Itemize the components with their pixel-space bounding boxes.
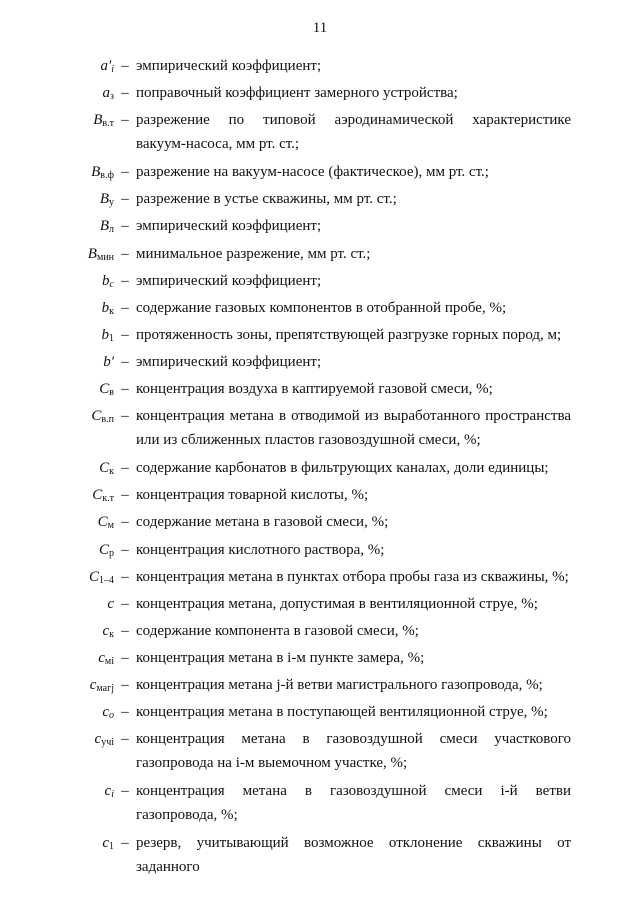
- symbol-subscript: р: [109, 547, 114, 559]
- definition-symbol: [0, 619, 118, 643]
- definition-line: разрежение на вакуум-насосе (фактическое), мм рт. ст.;: [136, 164, 489, 181]
- definition-row: [0, 592, 640, 616]
- symbol-subscript: в.т: [102, 118, 114, 130]
- symbol-base: c: [102, 622, 110, 639]
- symbol-subscript: 1: [109, 332, 114, 344]
- definition-symbol: [0, 214, 118, 238]
- definition-line: поправочный коэффициент замерного устройства;: [136, 85, 458, 102]
- symbol-base: B: [91, 164, 101, 181]
- definition-line: минимальное разрежение, мм рт. ст.;: [136, 245, 371, 262]
- definition-dash: –: [121, 408, 129, 425]
- definition-row: [0, 296, 640, 320]
- symbol-subscript: o: [109, 710, 114, 722]
- definition-row: [0, 160, 640, 184]
- definition-line: концентрация товарной кислоты, %;: [136, 487, 369, 504]
- definition-line: концентрация метана j-й ветви магистрального газопровода, %;: [136, 676, 543, 693]
- definition-text: [132, 483, 571, 507]
- definition-row: [0, 269, 640, 293]
- definition-text: [132, 187, 571, 211]
- symbol-subscript: л: [109, 224, 114, 236]
- definition-line-continued: вакуум-насоса, мм рт. ст.;: [136, 136, 300, 153]
- definition-symbol: [0, 54, 118, 78]
- definition-text: [132, 214, 571, 238]
- symbol-base: b: [101, 299, 110, 316]
- symbol-base: a′: [100, 58, 112, 74]
- definition-dash: –: [121, 112, 129, 129]
- definition-symbol: [0, 187, 118, 211]
- definition-symbol: [0, 377, 118, 401]
- definition-row: [0, 242, 640, 266]
- definition-row: [0, 538, 640, 562]
- symbol-subscript: магj: [96, 682, 114, 694]
- definition-symbol: [0, 81, 118, 105]
- definition-line: эмпирический коэффициент;: [136, 272, 322, 289]
- definition-line: концентрация метана в поступающей вентиляционной струе, %;: [136, 704, 548, 721]
- definition-dash: –: [121, 595, 129, 612]
- symbol-subscript: i: [111, 789, 114, 801]
- definition-text: [132, 296, 571, 320]
- definition-dash: –: [121, 272, 129, 289]
- definition-symbol: [0, 350, 118, 374]
- symbol-base: b: [101, 326, 109, 343]
- definition-symbol: [0, 323, 118, 347]
- symbol-base: c: [102, 704, 109, 721]
- definition-symbol: [0, 565, 118, 589]
- definition-dash: –: [121, 541, 129, 558]
- symbol-base: b′: [103, 353, 114, 370]
- definition-symbol: [0, 483, 118, 507]
- definition-symbol: [0, 592, 118, 616]
- symbol-subscript: к: [109, 466, 114, 478]
- definition-line: концентрация метана в пунктах отбора пробы газа из скважины, %;: [136, 568, 569, 585]
- definition-dash: –: [121, 487, 129, 504]
- definition-symbol: [0, 404, 118, 428]
- definition-text: [132, 377, 571, 401]
- definition-dash: –: [121, 622, 129, 639]
- definition-dash: –: [121, 381, 129, 398]
- definition-symbol: [0, 538, 118, 562]
- definition-line: концентрация воздуха в каптируемой газовой смеси, %;: [136, 381, 493, 398]
- symbol-subscript: к: [109, 628, 114, 640]
- definition-dash: –: [121, 58, 129, 74]
- definition-row: [0, 831, 640, 876]
- definition-dash: –: [121, 568, 129, 585]
- symbol-subscript: к.т: [102, 493, 114, 505]
- definition-text: [132, 456, 571, 480]
- definition-symbol: [0, 646, 118, 670]
- definition-row: [0, 456, 640, 480]
- symbol-subscript: мi: [104, 655, 114, 667]
- definition-row: [0, 779, 640, 828]
- definition-dash: –: [121, 460, 129, 477]
- definition-dash: –: [121, 731, 129, 748]
- symbol-subscript: у: [109, 197, 114, 209]
- definition-text: [132, 242, 571, 266]
- definition-dash: –: [121, 164, 129, 181]
- definition-symbol: [0, 456, 118, 480]
- definition-text: [132, 646, 571, 670]
- definition-row: [0, 510, 640, 534]
- definition-row: [0, 350, 640, 374]
- definition-row: [0, 700, 640, 724]
- definition-row: [0, 108, 640, 157]
- symbol-base: c: [104, 783, 112, 800]
- definition-line-continued: газопровода, %;: [136, 807, 238, 824]
- symbol-subscript: м: [107, 520, 114, 532]
- definition-dash: –: [121, 353, 129, 370]
- definition-text: [132, 404, 571, 452]
- definition-line: эмпирический коэффициент;: [136, 353, 322, 370]
- symbol-base: c: [94, 731, 102, 748]
- symbol-subscript: к: [109, 305, 114, 317]
- definition-line: протяженность зоны, препятствующей разгрузке горных пород, м;: [136, 326, 562, 343]
- definition-dash: –: [121, 299, 129, 316]
- symbol-base: C: [97, 514, 108, 531]
- definition-row: [0, 377, 640, 401]
- symbol-base: C: [91, 408, 102, 425]
- symbol-subscript: 1–4: [99, 574, 114, 586]
- definition-row: [0, 727, 640, 776]
- definition-row: [0, 323, 640, 347]
- definition-line: разрежение в устье скважины, мм рт. ст.;: [136, 191, 397, 208]
- symbol-base: c: [102, 835, 109, 852]
- definition-row: [0, 673, 640, 697]
- definition-line: концентрация кислотного раствора, %;: [136, 541, 385, 558]
- symbol-base: B: [99, 218, 109, 235]
- symbol-base: b: [102, 272, 110, 289]
- definition-line: содержание метана в газовой смеси, %;: [136, 514, 389, 531]
- definition-symbol: [0, 269, 118, 293]
- symbol-subscript: в: [109, 387, 114, 399]
- definition-row: [0, 646, 640, 670]
- definitions-list: [0, 54, 640, 876]
- definition-text: [132, 108, 571, 156]
- symbol-base: C: [92, 487, 103, 504]
- definition-text: [132, 81, 571, 105]
- definition-line: эмпирический коэффициент;: [136, 218, 322, 235]
- definition-line: концентрация метана в газовоздушной смеси участкового: [136, 731, 571, 748]
- definition-line: содержание газовых компонентов в отобранной пробе, %;: [136, 299, 507, 316]
- definition-dash: –: [121, 245, 129, 262]
- definition-dash: –: [121, 676, 129, 693]
- definition-text: [132, 510, 571, 534]
- symbol-base: C: [99, 381, 110, 398]
- definition-dash: –: [121, 704, 129, 721]
- definition-text: [132, 700, 571, 724]
- symbol-subscript: мин: [96, 251, 114, 263]
- definition-text: [132, 619, 571, 643]
- definition-symbol: [0, 296, 118, 320]
- definition-row: [0, 619, 640, 643]
- definition-row: [0, 214, 640, 238]
- definition-symbol: [0, 727, 118, 751]
- definition-symbol: [0, 108, 118, 132]
- definition-dash: –: [121, 649, 129, 666]
- definition-symbol: [0, 160, 118, 184]
- definition-text: [132, 269, 571, 293]
- definition-symbol: [0, 242, 118, 266]
- definition-dash: –: [121, 85, 129, 102]
- definition-row: [0, 187, 640, 211]
- definition-text: [132, 779, 571, 827]
- definition-row: [0, 483, 640, 507]
- definition-text: [132, 592, 571, 616]
- definition-line: эмпирический коэффициент;: [136, 58, 322, 74]
- symbol-base: a: [102, 85, 111, 102]
- symbol-base: B: [87, 245, 97, 262]
- definition-symbol: [0, 700, 118, 724]
- symbol-base: c: [98, 649, 105, 666]
- definition-symbol: [0, 673, 118, 697]
- definition-row: [0, 565, 640, 589]
- definition-symbol: [0, 779, 118, 803]
- definition-symbol: [0, 831, 118, 855]
- symbol-base: B: [99, 191, 109, 208]
- definition-text: [132, 160, 571, 184]
- symbol-subscript: з: [110, 91, 114, 103]
- symbol-subscript: учi: [101, 737, 114, 749]
- definition-row: [0, 404, 640, 453]
- symbol-base: c: [89, 676, 97, 693]
- definition-text: [132, 565, 571, 589]
- symbol-base: c: [107, 595, 114, 612]
- symbol-subscript: в.п: [101, 414, 114, 426]
- definition-line-continued: или из сближенных пластов газовоздушной смеси, %;: [136, 432, 481, 449]
- definition-line: концентрация метана в газовоздушной смеси i-й ветви: [136, 783, 571, 800]
- definition-text: [132, 831, 571, 879]
- definition-text: [132, 323, 571, 347]
- definition-dash: –: [121, 835, 129, 852]
- definition-text: [132, 673, 571, 697]
- definition-text: [132, 350, 571, 374]
- definition-line: концентрация метана, допустимая в вентиляционной струе, %;: [136, 595, 538, 612]
- definition-symbol: [0, 510, 118, 534]
- symbol-subscript: c: [109, 278, 114, 290]
- definition-dash: –: [121, 218, 129, 235]
- symbol-base: C: [98, 541, 109, 558]
- symbol-base: C: [99, 460, 110, 477]
- symbol-subscript: в.ф: [100, 170, 114, 182]
- definition-text: [132, 727, 571, 775]
- definition-line: содержание компонента в газовой смеси, %;: [136, 622, 419, 639]
- symbol-base: B: [93, 112, 103, 129]
- symbol-subscript: 1: [109, 841, 114, 853]
- definition-dash: –: [121, 326, 129, 343]
- symbol-base: C: [88, 568, 99, 585]
- definition-line: разрежение по типовой аэродинамической характеристике: [136, 112, 571, 129]
- symbol-subscript: i: [111, 64, 114, 75]
- definition-line: концентрация метана в отводимой из выработанного пространства: [136, 408, 571, 425]
- definition-row: [0, 81, 640, 105]
- definition-dash: –: [121, 783, 129, 800]
- definition-line-continued: газопровода на i-м выемочном участке, %;: [136, 755, 408, 772]
- definition-text: [132, 54, 571, 78]
- definition-line: содержание карбонатов в фильтрующих каналах, доли единицы;: [136, 460, 549, 477]
- definition-dash: –: [121, 191, 129, 208]
- definition-line: концентрация метана в i-м пункте замера, %;: [136, 649, 425, 666]
- page-number: 11: [312, 20, 328, 36]
- definition-dash: –: [121, 514, 129, 531]
- definition-line: резерв, учитывающий возможное отклонение скважины от заданного: [136, 835, 571, 876]
- definition-text: [132, 538, 571, 562]
- definition-row: [0, 54, 640, 78]
